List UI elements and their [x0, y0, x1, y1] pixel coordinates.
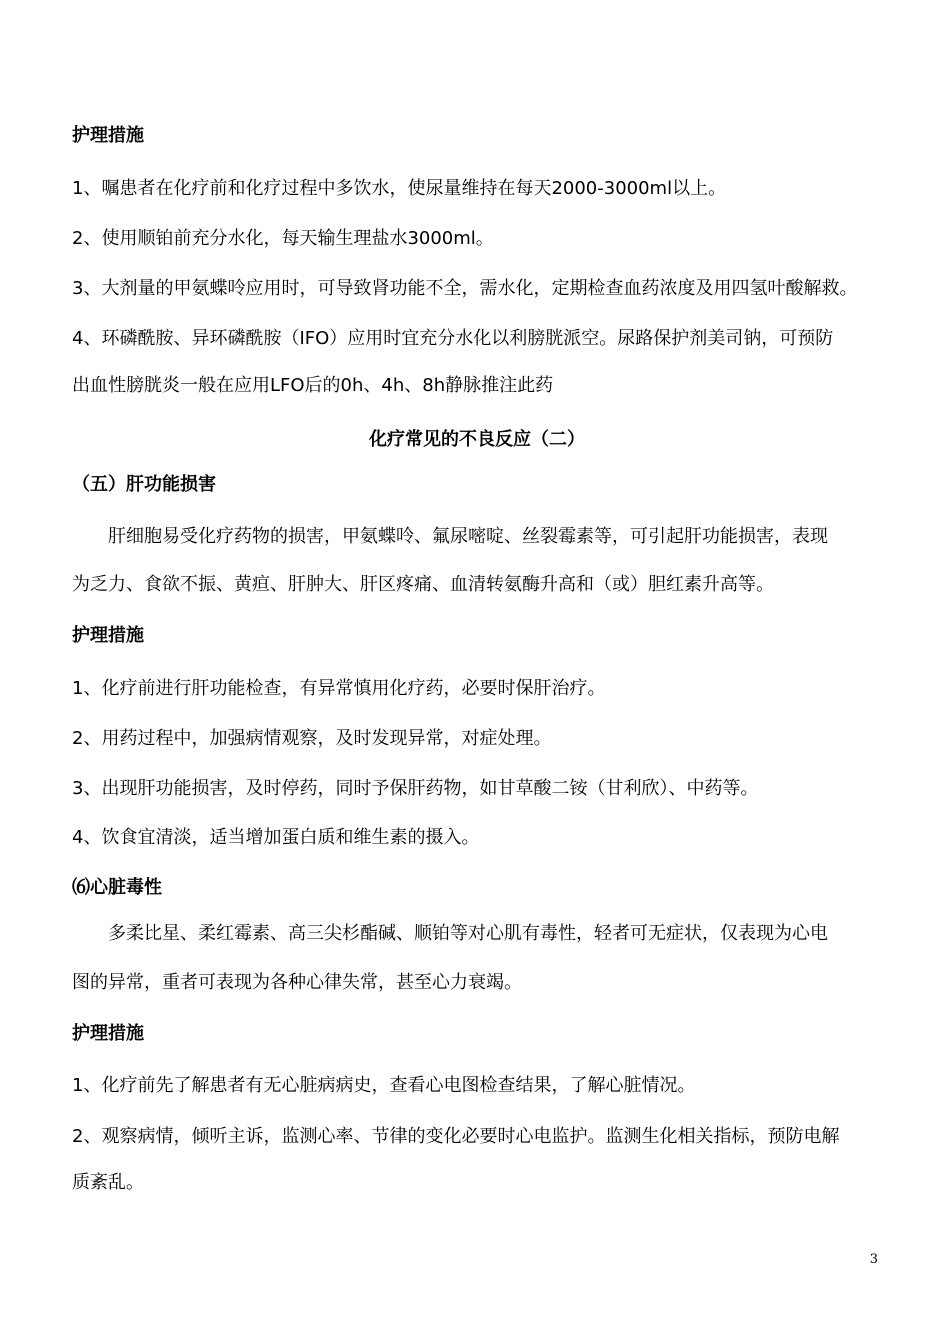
care-heading-1: 护理措施: [72, 125, 144, 146]
section-heading-liver: （五）肝功能损害: [72, 474, 216, 495]
section-heading-heart: ⑹心脏毒性: [72, 877, 162, 898]
care-heading-2: 护理措施: [72, 625, 144, 646]
document-title: 化疗常见的不良反应（二）: [369, 429, 585, 450]
care-item-3-2: 2、观察病情，倾听主诉，监测心率、节律的变化必要时心电监护。监测生化相关指标，预防电解: [72, 1126, 840, 1147]
heart-paragraph-line-2: 图的异常，重者可表现为各种心律失常，甚至心力衰竭。: [72, 972, 522, 993]
liver-paragraph-line-1: 肝细胞易受化疗药物的损害，甲氨蝶呤、氟尿嘧啶、丝裂霉素等，可引起肝功能损害，表现: [108, 526, 828, 547]
heart-paragraph-line-1: 多柔比星、柔红霉素、高三尖杉酯碱、顺铂等对心肌有毒性，轻者可无症状，仅表现为心电: [108, 923, 828, 944]
care-item-2-3: 3、出现肝功能损害，及时停药，同时予保肝药物，如甘草酸二铵（甘利欣）、中药等。: [72, 778, 759, 799]
care-item-1-2: 2、使用顺铂前充分水化，每天输生理盐水3000ml。: [72, 228, 494, 249]
care-item-2-2: 2、用药过程中，加强病情观察，及时发现异常，对症处理。: [72, 728, 552, 749]
care-item-1-4: 4、环磷酰胺、异环磷酰胺（IFO）应用时宜充分水化以利膀胱派空。尿路保护剂美司钠，可预防: [72, 328, 834, 349]
care-item-1-3: 3、大剂量的甲氨蝶呤应用时，可导致肾功能不全，需水化，定期检查血药浓度及用四氢叶酸解救。: [72, 278, 858, 299]
care-item-3-2-cont: 质紊乱。: [72, 1172, 144, 1193]
care-item-2-1: 1、化疗前进行肝功能检查，有异常慎用化疗药，必要时保肝治疗。: [72, 678, 606, 699]
page-number: 3: [869, 1252, 878, 1267]
care-item-2-4: 4、饮食宜清淡，适当增加蛋白质和维生素的摄入。: [72, 827, 480, 848]
care-item-1-4-cont: 出血性膀胱炎一般在应用LFO后的0h、4h、8h静脉推注此药: [72, 375, 554, 396]
care-heading-3: 护理措施: [72, 1023, 144, 1044]
care-item-3-1: 1、化疗前先了解患者有无心脏病病史，查看心电图检查结果，了解心脏情况。: [72, 1075, 696, 1096]
care-item-1-1: 1、嘱患者在化疗前和化疗过程中多饮水，使尿量维持在每天2000-3000ml以上。: [72, 178, 727, 199]
liver-paragraph-line-2: 为乏力、食欲不振、黄疸、肝肿大、肝区疼痛、血清转氨酶升高和（或）胆红素升高等。: [72, 574, 774, 595]
